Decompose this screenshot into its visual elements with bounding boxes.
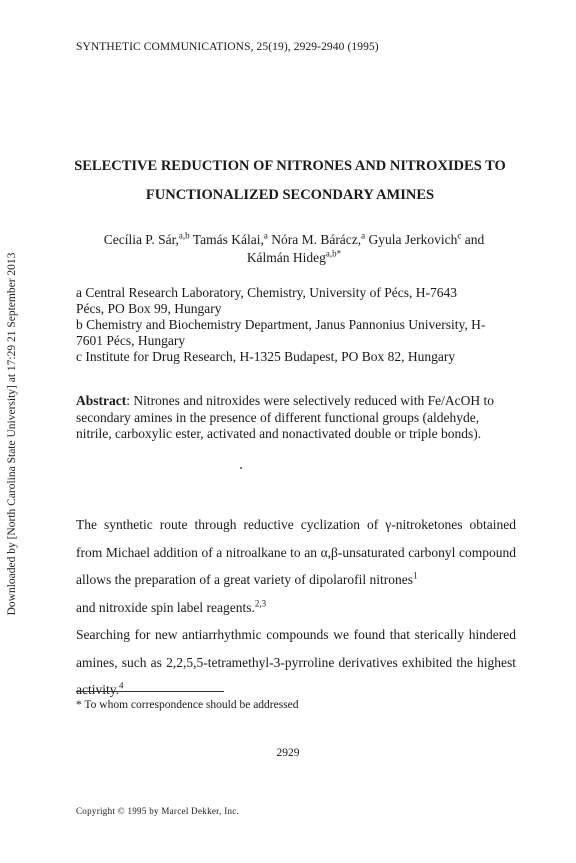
affiliation-b <box>76 317 516 349</box>
citation-mark: 1 <box>413 570 418 581</box>
title-line-2: FUNCTIONALIZED SECONDARY AMINES <box>145 187 435 203</box>
page-number: 2929 <box>276 747 300 759</box>
affiliation-c <box>76 349 516 365</box>
footnote: * To whom correspondence should be addressed <box>76 699 299 711</box>
author-affiliation-mark: c <box>457 230 462 241</box>
affiliation-mark: a <box>76 285 82 300</box>
paragraph-text: Searching for new antiarrhythmic compounds we found that sterically hindered amines, such as 2,2,5,5-tetramethyl-3-pyrroline derivatives exhibited the highest activity. <box>76 627 516 697</box>
abstract <box>76 393 508 443</box>
abstract-text: : Nitrones and nitroxides were selectively reduced with Fe/AcOH to secondary amines in the presence of different functional groups (aldehyde, nitrile, carboxylic ester, activated and nonactivated double or triple bonds). <box>76 393 495 441</box>
author-affiliation-mark: a <box>361 230 366 241</box>
scan-speck <box>240 467 242 469</box>
copyright-notice: Copyright © 1995 by Marcel Dekker, Inc. <box>76 806 240 816</box>
author-name: Kálmán Hideg <box>246 250 326 265</box>
author-name: Nóra M. Bárácz, <box>267 232 362 247</box>
body-text <box>76 511 516 704</box>
affiliation-a <box>76 285 516 317</box>
author-name: Gyula Jerkovich <box>365 232 458 247</box>
affiliation-text: Pécs, PO Box 99, Hungary <box>76 301 222 316</box>
author-affiliation-mark: a,b <box>178 230 190 241</box>
journal-citation: SYNTHETIC COMMUNICATIONS, 25(19), 2929-2940 (1995) <box>76 41 379 53</box>
affiliation-text: Institute for Drug Research, H-1325 Budapest, PO Box 82, Hungary <box>82 349 456 364</box>
citation-mark: 2,3 <box>254 598 267 608</box>
affiliation-text: 7601 Pécs, Hungary <box>76 333 186 348</box>
affiliation-text: Central Research Laboratory, Chemistry, University of Pécs, H-7643 <box>82 285 458 300</box>
citation-mark: 4 <box>119 680 124 691</box>
download-watermark <box>1 219 23 649</box>
title-line-1: SELECTIVE REDUCTION OF NITRONES AND NITROXIDES TO <box>74 158 506 174</box>
article-title <box>62 152 518 210</box>
paragraph-text: The synthetic route through reductive cyclization of γ-nitroketones obtained from Michael addition of a nitroalkane to an α,β-unsaturated carbonyl compound allows the preparation of a great variety of dipolarofil nitrones <box>76 517 516 587</box>
author-name: Tamás Kálai, <box>189 232 264 247</box>
author-conjunction: and <box>461 232 485 247</box>
author-affiliation-mark: a <box>263 230 268 241</box>
affiliation-text: Chemistry and Biochemistry Department, Janus Pannonius University, H- <box>82 317 486 332</box>
affiliation-mark: c <box>76 349 82 364</box>
footnote-divider <box>76 691 224 692</box>
author-name: Cecília P. Sár, <box>103 232 179 247</box>
affiliation-mark: b <box>76 317 83 332</box>
download-note: Downloaded by [North Carolina State University] at 17:29 21 September 2013 <box>6 252 18 616</box>
body-paragraph <box>76 511 516 621</box>
author-list <box>76 231 512 267</box>
abstract-label: Abstract <box>76 393 127 408</box>
paragraph-text: and nitroxide spin label reagents. <box>76 599 255 615</box>
author-affiliation-mark: a,b* <box>325 248 342 259</box>
